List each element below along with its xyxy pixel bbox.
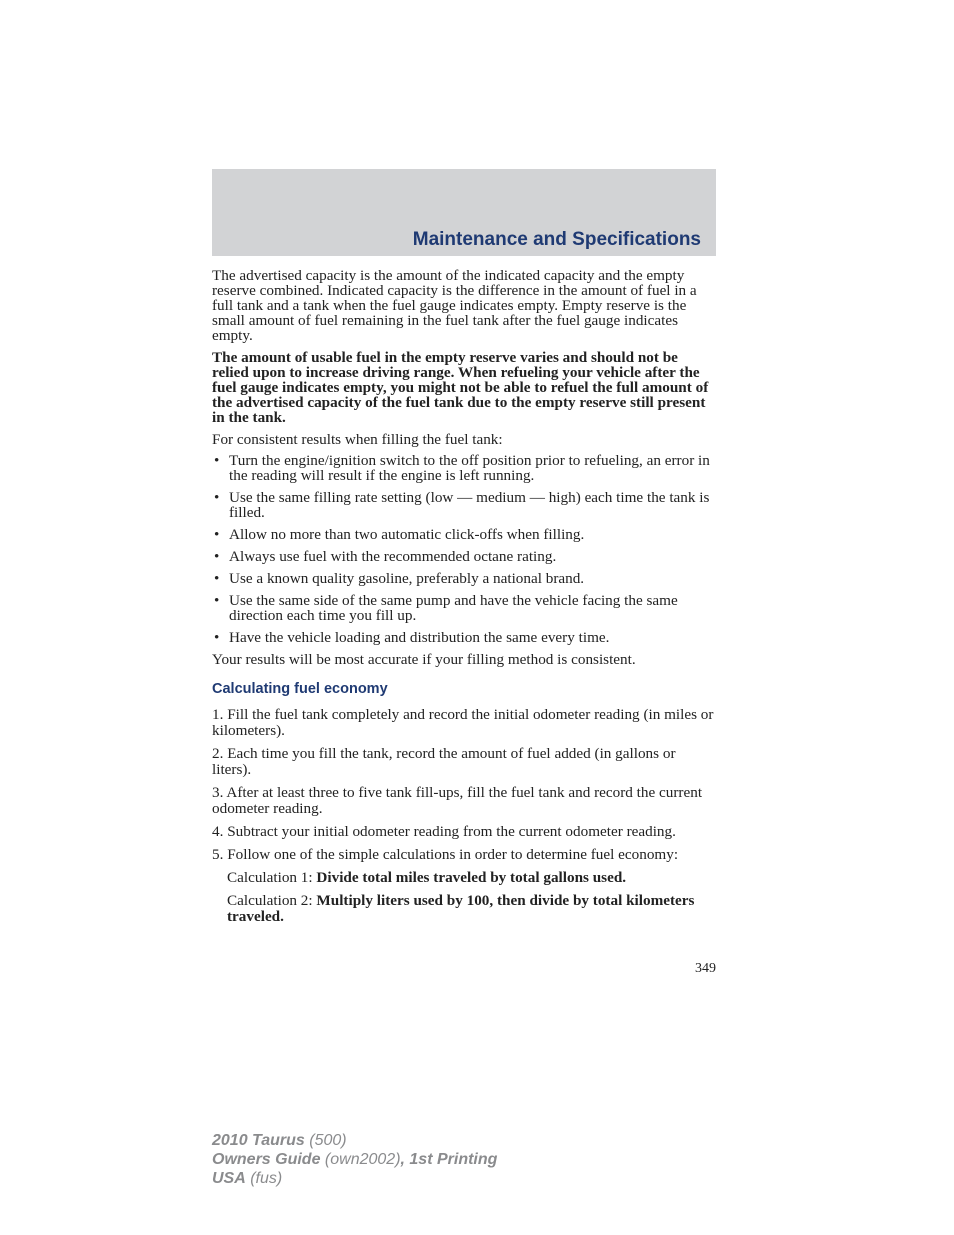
bullet-icon: • xyxy=(214,489,220,506)
bullet-icon: • xyxy=(214,592,220,609)
bullet-icon: • xyxy=(214,629,220,646)
footer-line-3: USA (fus) xyxy=(212,1170,283,1187)
page-body xyxy=(212,268,716,932)
list-item xyxy=(212,527,716,542)
bullet-icon: • xyxy=(214,452,220,469)
list-item xyxy=(212,453,716,483)
calculation-text: Multiply liters used by 100, then divide by total kilometers traveled. xyxy=(227,892,695,925)
footer-line-2: Owners Guide (own2002), 1st Printing xyxy=(212,1151,498,1168)
list-item xyxy=(212,571,716,586)
step-item: 1. Fill the fuel tank completely and record the initial odometer reading (in miles or kilometers). xyxy=(212,706,714,739)
calculation-text: Divide total miles traveled by total gallons used. xyxy=(316,869,627,886)
section-header-band xyxy=(212,169,716,256)
tips-list xyxy=(212,453,716,645)
list-item xyxy=(212,593,716,623)
step-item: 3. After at least three to five tank fill-ups, fill the fuel tank and record the current odometer reading. xyxy=(212,784,703,817)
section-title: Maintenance and Specifications xyxy=(412,229,701,250)
bullet-icon: • xyxy=(214,570,220,587)
document-footer xyxy=(212,1131,497,1188)
list-item-text: Always use fuel with the recommended octane rating. xyxy=(229,548,557,565)
list-item xyxy=(212,490,716,520)
list-item xyxy=(212,549,716,564)
list-item-text: Have the vehicle loading and distribution the same every time. xyxy=(229,629,610,646)
tips-lead: For consistent results when filling the fuel tank: xyxy=(212,431,503,448)
calculation-1 xyxy=(212,870,716,886)
page-number: 349 xyxy=(695,961,716,976)
bullet-icon: • xyxy=(214,548,220,565)
list-item-text: Use the same filling rate setting (low — medium — high) each time the tank is filled. xyxy=(229,489,710,521)
calculation-label: Calculation 1: xyxy=(227,869,317,886)
footer-line-1: 2010 Taurus (500) xyxy=(212,1132,347,1149)
calculation-label: Calculation 2: xyxy=(227,892,317,909)
list-item-text: Use a known quality gasoline, preferably a national brand. xyxy=(229,570,585,587)
warning-paragraph: The amount of usable fuel in the empty reserve varies and should not be relied upon to increase driving range. When refueling your vehicle after the fuel gauge indicates empty, you might not be able to refuel the full amount of the advertised capacity of the fuel tank due to the empty reserve still present in the tank. xyxy=(212,349,709,426)
steps-list xyxy=(212,707,716,863)
intro-paragraph: The advertised capacity is the amount of the indicated capacity and the empty reserve combined. Indicated capacity is the difference in the amount of fuel in a full tank and a tank when the fuel gauge indicates empty. Empty reserve is the small amount of fuel remaining in the fuel tank after the fuel gauge indicates empty. xyxy=(212,267,697,344)
step-item: 4. Subtract your initial odometer reading from the current odometer reading. xyxy=(212,823,676,840)
results-paragraph: Your results will be most accurate if your filling method is consistent. xyxy=(212,651,636,668)
section-subheading: Calculating fuel economy xyxy=(212,681,388,697)
step-item: 5. Follow one of the simple calculations in order to determine fuel economy: xyxy=(212,846,679,863)
bullet-icon: • xyxy=(214,526,220,543)
list-item-text: Use the same side of the same pump and have the vehicle facing the same direction each time you fill up. xyxy=(229,592,678,624)
calculation-2 xyxy=(212,893,716,925)
list-item xyxy=(212,630,716,645)
list-item-text: Allow no more than two automatic click-offs when filling. xyxy=(229,526,585,543)
list-item-text: Turn the engine/ignition switch to the off position prior to refueling, an error in the reading will result if the engine is left running. xyxy=(229,452,710,484)
step-item: 2. Each time you fill the tank, record the amount of fuel added (in gallons or liters). xyxy=(212,745,676,778)
